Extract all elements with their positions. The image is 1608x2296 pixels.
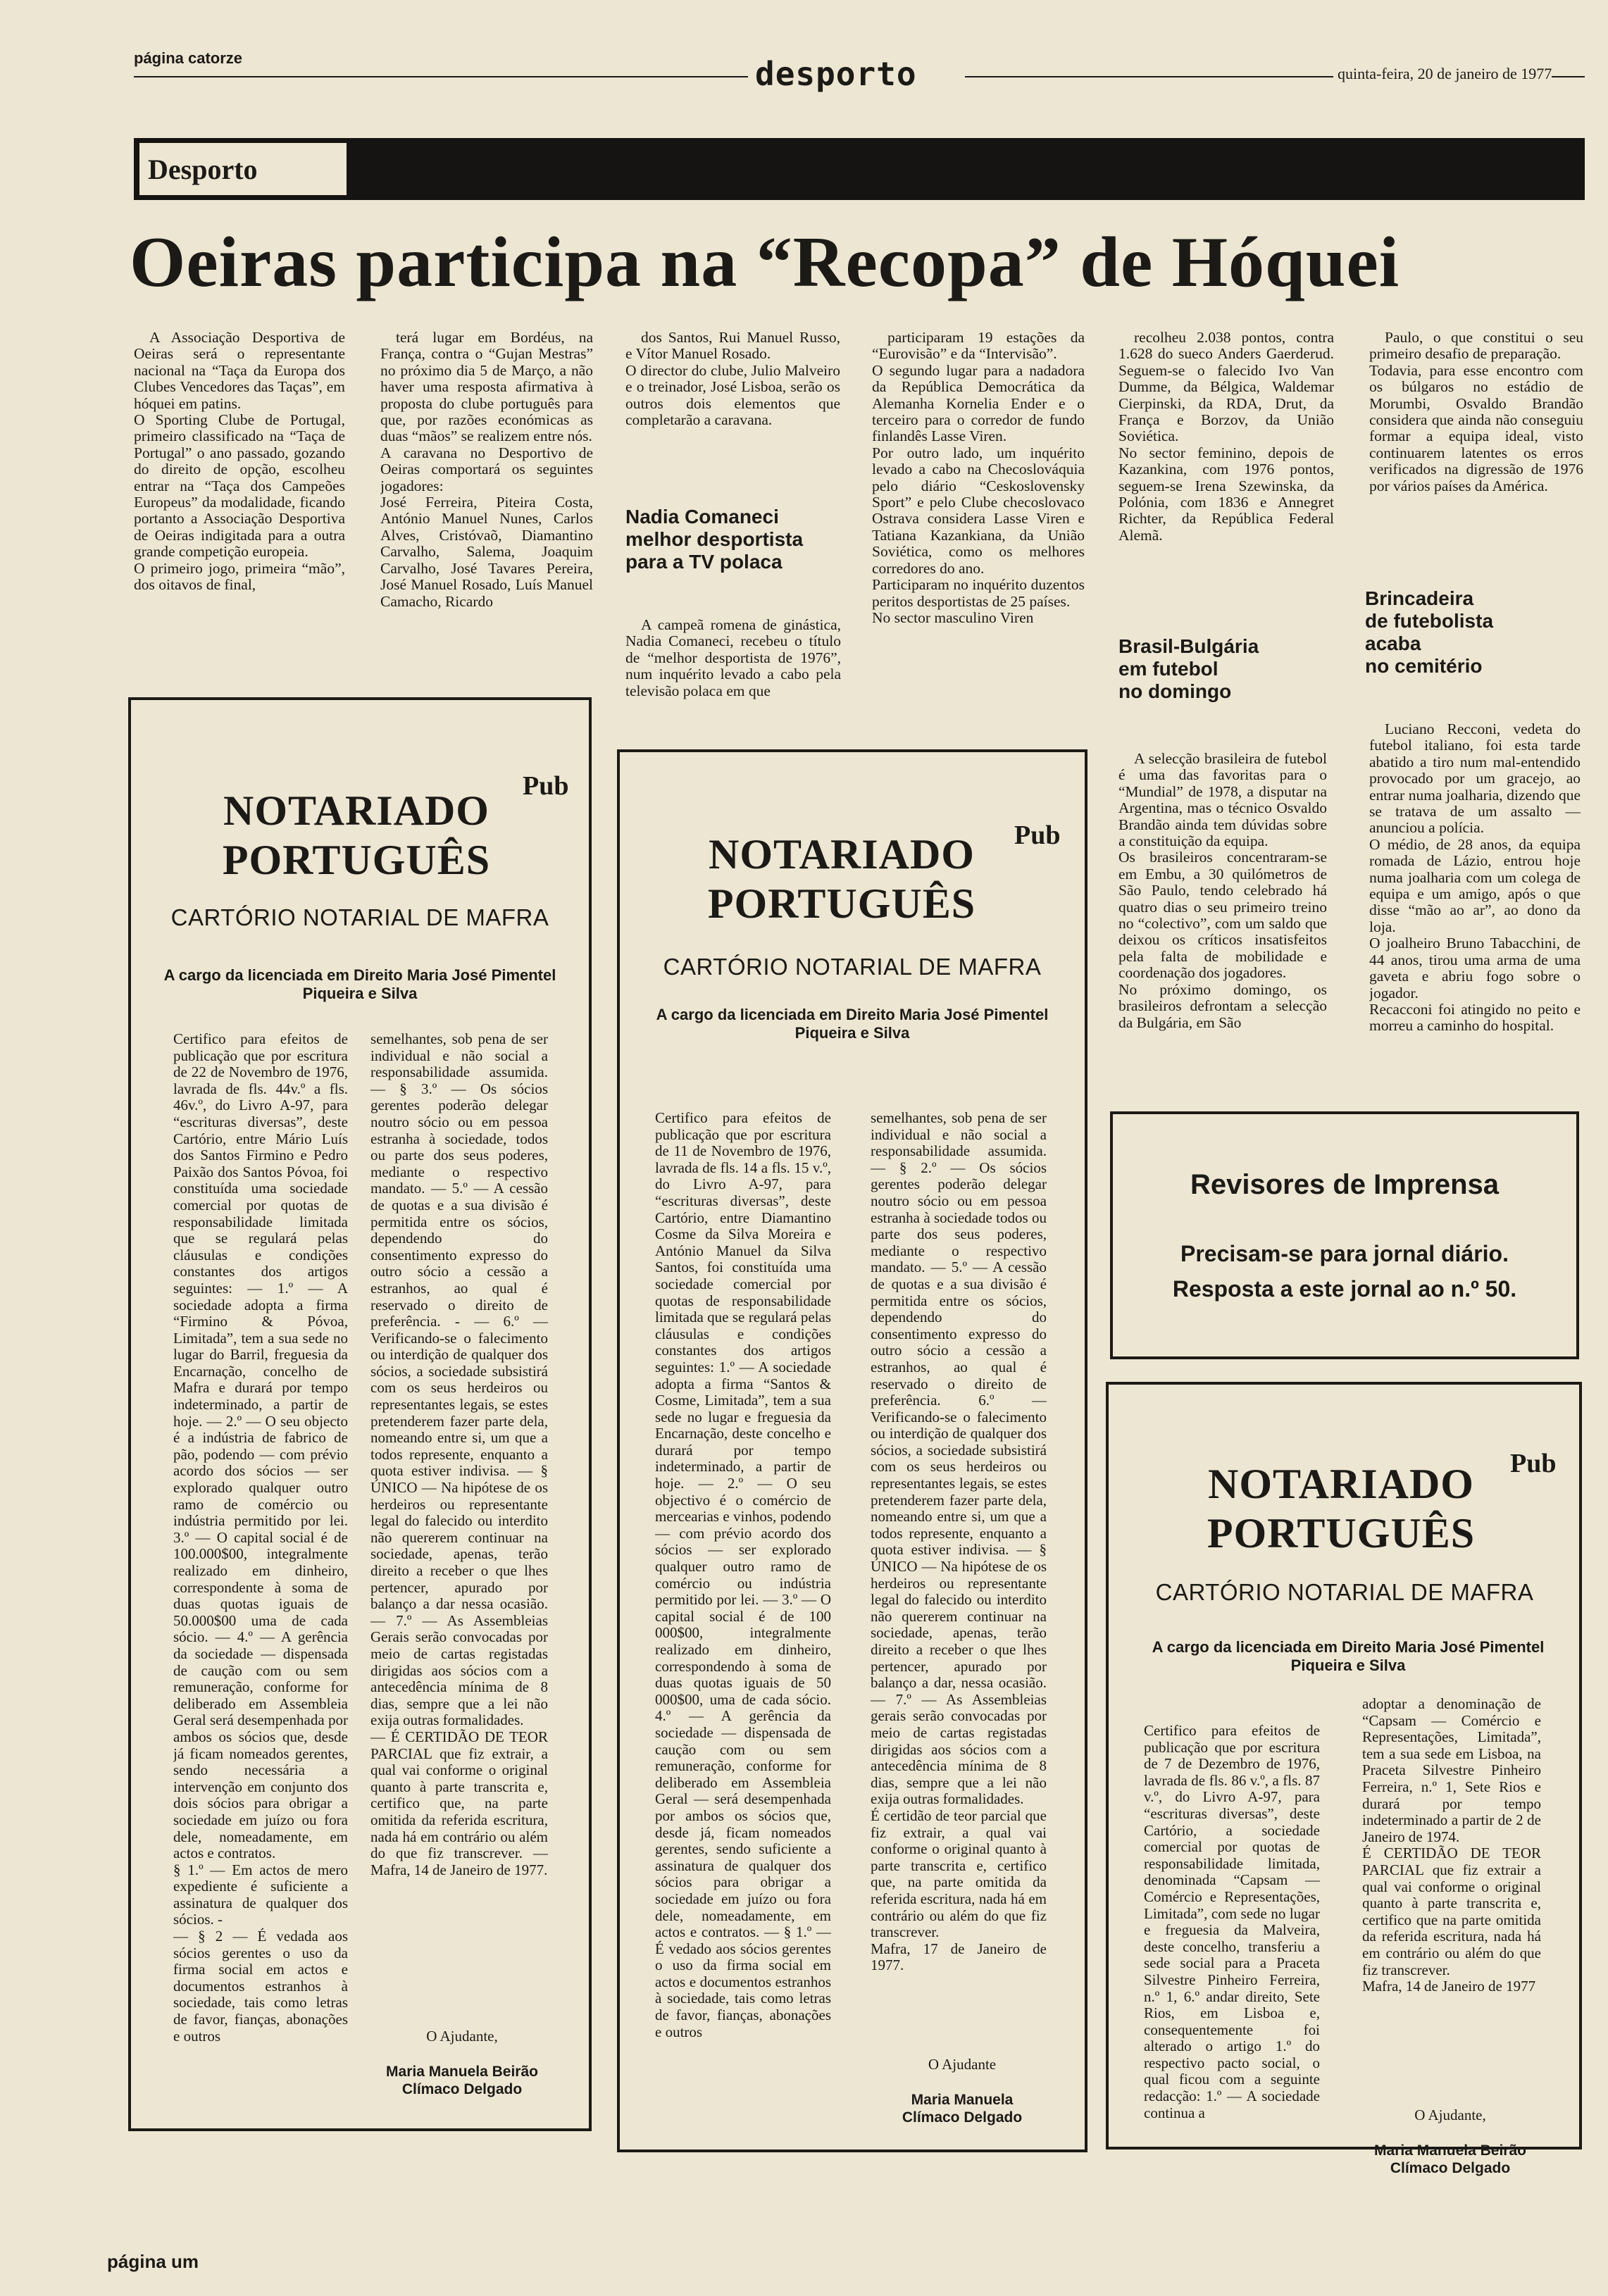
ad-3-col-2: adoptar a denominação de “Capsam — Comércio e Representações, Limitada”, tem a sua sede em Lisboa, na Praceta Silvestre Pinheiro Ferreira, n.º 1, Sete Rios e durará por tempo indeterminado a partir de 2 de Janeiro de 1974. É CERTIDÃO DE TEOR PARCIAL que fiz extrair a qual vai conforme o original quanto à parte transcrita e, certifico que na parte omitida da referida escritura, nada há em contrário ou além do que fiz transcrever. Mafra, 14 de Janeiro de 1977 bbox=[1362, 1696, 1541, 1995]
article-col-2: terá lugar em Bordéus, na França, contra o “Gujan Mestras” no próximo dia 5 de Março, a não haver uma resposta afirmativa à proposta do clube português para que, por razões económicas as duas “mãos” se realizem entre nós. A caravana no Desportivo de Oeiras comportará os seguintes jogadores: José Ferreira, Piteira Costa, António Manuel Nunes, Carlos Alves, Cristóvaõ, Diamantino Carvalho, Salema, Joaquim Carvalho, José Tavares Pereira, José Manuel Rosado, Luís Manuel Camacho, Ricardo bbox=[380, 330, 593, 610]
ad-3-cargo: A cargo da licenciada em Direito Maria José Pimentel Piqueira e Silva bbox=[1152, 1638, 1545, 1674]
ad-3-col-1: Certifico para efeitos de publicação que por escritura de 7 de Dezembro de 1976, lavrada de fls. 86 v.º, a fls. 87 v.º, do Livro A-97, para “escrituras diversas”, deste Cartório, a sociedade comercial por quotas de responsabilidade limitada, denominada “Capsam — Comércio e Representações, Limitada”, com sede no lugar e freguesia da Malveira, deste concelho, transferiu a sede social para a Praceta Silvestre Pinheiro Ferreira, n.º 1, 6.º andar direito, Sete Rios, em Lisboa e, consequentemente foi alterado o artigo 1.º do respectivo pacto social, o qual ficou com a seguinte redacção: 1.º — A sociedade continua a bbox=[1144, 1723, 1320, 2121]
ad-3-signer-name: Maria Manuela Beirão Clímaco Delgado bbox=[1374, 2142, 1526, 2176]
section-banner-label: Desporto bbox=[148, 154, 258, 185]
ad-2-signer-title: O Ajudante bbox=[928, 2056, 997, 2073]
brincadeira-text: Luciano Recconi, vedeta do futebol italiano, foi esta tarde abatido a tiro num mal-entendido provocado por um gracejo, ao entrar numa joalharia, dizendo que se tratava de um assalto — anunciou a polícia. O médio, de 28 anos, da equipa romada de Lázio, entrou hoje numa joalharia com um colega de equipa e um amigo, após o que disse “mão ao ar”, ao dono da loja. O joalheiro Bruno Tabacchini, de 44 anos, tirou uma arma de uma gaveta e abriu fogo sobre o jogador. Recacconi foi atingido no peito e morreu a caminho do hospital. bbox=[1369, 721, 1581, 1035]
ad-3-pub-label: Pub bbox=[1510, 1449, 1557, 1478]
article-col-4: participaram 19 estações da “Eurovisão” e da “Intervisão”. O segundo lugar para a nadadora da República Democrática da Alemanha Kornelia Ender e o terceiro para o corredor de fundo finlandês Lasse Viren. Por outro lado, um inquérito levado a cabo na Checoslováquia pelo diário “Ceskoslovensky Sport” e pelo Clube checoslovaco Ostrava considera Lasse Viren e Tatiana Kazankiana, da União Soviética, como os melhores corredores do ano. Participaram no inquérito duzentos peritos desportistas de 25 países. No sector masculino Viren bbox=[872, 330, 1085, 626]
revisores-title: Revisores de Imprensa bbox=[1190, 1169, 1499, 1200]
ad-3-subtitle: CARTÓRIO NOTARIAL DE MAFRA bbox=[1155, 1579, 1534, 1605]
page-date: quinta-feira, 20 de janeiro de 1977 bbox=[1333, 65, 1552, 83]
ad-3-title: NOTARIADO PORTUGUÊS bbox=[1207, 1461, 1476, 1556]
ad-1-signature bbox=[363, 2010, 561, 2116]
comaneci-headline: Nadia Comaneci melhor desportista para a TV polaca bbox=[625, 506, 804, 573]
comaneci-text: A campeã romena de ginástica, Nadia Comaneci, recebeu o título de “melhor desportista de 1976”, num inquérito levado a cabo pela televisão polaca em que bbox=[625, 617, 841, 699]
ad-2-col-1: Certifico para efeitos de publicação que por escritura de 11 de Novembro de 1976, lavrada de fls. 14 a fls. 15 v.º, do Livro A-97, para “escrituras diversas”, deste Cartório, entre Diamantino Cosme da Silva Moreira e António Manuel da Silva Santos, foi constituída uma sociedade comercial por quotas de responsabilidade limitada que se regulará pelas cláusulas e condições constantes dos artigos seguintes: 1.º — A sociedade adopta a firma “Santos & Cosme, Limitada”, tem a sua sede no lugar e freguesia da Encarnação, deste concelho e durará por tempo indeterminado, a partir de hoje. — 2.º — O seu objectivo é o comércio de mercearias e vinhos, podendo — com prévio acordo dos sócios — ser explorado qualquer outro ramo de comércio ou indústria permitido por lei. — 3.º — O capital social é de 100 000$00, integralmente realizado em dinheiro, correspondendo à soma de duas quotas iguais de 50 000$00, uma de cada sócio. 4.º — A gerência da sociedade — dispensada de caução com ou sem remuneração, conforme for deliberado em Assembleia Geral — será desempenhada por ambos os sócios que, desde já, ficam nomeados gerentes, sendo suficiente a assinatura de qualquer dos sócios para obrigar a sociedade em juízo ou fora dele, nomeadamente, em actos e contratos. — § 1.º — É vedado aos sócios gerentes o uso da firma social em actos e documentos estranhos à sociedade, tais como letras de favor, fianças, abonações e outros bbox=[655, 1110, 831, 2040]
notary-ad-3 bbox=[1106, 1382, 1582, 2176]
revisores-line-1: Precisam-se para jornal diário. bbox=[1180, 1241, 1509, 1266]
ad-2-signature bbox=[871, 2038, 1054, 2144]
notary-ad-1 bbox=[128, 697, 592, 2131]
section-title: desporto bbox=[748, 55, 924, 93]
ad-2-subtitle: CARTÓRIO NOTARIAL DE MAFRA bbox=[663, 954, 1042, 980]
ad-2-col-2: semelhantes, sob pena de ser individual e não social a responsabilidade assumida. — § 2.º — Os sócios gerentes poderão delegar noutro sócio ou em pessoa estranha à sociedade todos ou parte dos seus poderes, mediante o respectivo mandato. — 5.º — A cessão de quotas e a sua divisão é permitida entre os sócios, dependendo do consentimento expresso do outro sócio a cessão a estranhos, ao qual é reservado o direito de preferência. 6.º — Verificando-se o falecimento ou interdição de qualquer dos sócios, a sociedade subsistirá com os seus herdeiros ou representantes legais, se estes pretenderem fazer parte dela, nomeando entre si, um que a todos represente, enquanto a quota estiver indivisa. — § ÚNICO — Na hipótese de os herdeiros ou representante legal do falecido ou interdito não quererem continuar na sociedade, apenas, terão direito a receber o que lhes pertencer, apurado por balanço a dar, nessa ocasião. — 7.º — As Assembleias gerais serão convocadas por meio de cartas registadas dirigidas aos sócios com a antecedência mínima de 8 dias, sempre que a lei não exija outras formalidades. É certidão de teor parcial que fiz extrair, a qual vai conforme o original quanto à parte transcrita e, certifico que, na parte omitida da referida escritura, nada há em contrário ou além do que fiz transcrever. Mafra, 17 de Janeiro de 1977. bbox=[871, 1110, 1047, 1974]
page-label: página catorze bbox=[134, 49, 243, 67]
brasil-headline: Brasil-Bulgária em futebol no domingo bbox=[1118, 635, 1259, 702]
ad-1-cargo: A cargo da licenciada em Direito Maria José Pimentel Piqueira e Silva bbox=[163, 966, 556, 1002]
ad-2-cargo: A cargo da licenciada em Direito Maria José Pimentel Piqueira e Silva bbox=[656, 1006, 1049, 1042]
article-col-1: A Associação Desportiva de Oeiras será o representante nacional na “Taça da Europa dos Clubes Vencedores das Taças”, em hóquei em patins. O Sporting Clube de Portugal, primeiro classificado na “Taça de Portugal” o ano passado, gozando do direito de opção, escolheu entrar na “Taça dos Campeões Europeus” da modalidade, ficando portanto a Associação Desportiva de Oeiras indigitada para a outra grande competição europeia. O primeiro jogo, primeira “mão”, dos oitavos de final, bbox=[134, 330, 345, 594]
article-col-5: recolheu 2.038 pontos, contra 1.628 do sueco Anders Gaerderud. Seguem-se o falecido Ivo Van Dumme, da Bélgica, Waldemar Cierpinski, da RDA, Drut, da França e Borzov, da União Soviética. No sector feminino, depois de Kazankina, com 1976 pontos, seguem-se Irena Szewinska, da Polónia, com 1836 e Annegret Richter, da República Federal Alemã. bbox=[1118, 330, 1334, 544]
section-banner bbox=[134, 138, 1585, 200]
ad-3-signer-title: O Ajudante, bbox=[1414, 2107, 1486, 2123]
ad-2-signer-name: Maria Manuela Clímaco Delgado bbox=[902, 2092, 1023, 2126]
article-col-3: dos Santos, Rui Manuel Russo, e Vítor Manuel Rosado. O director do clube, Julio Malveiro e o treinador, José Lisboa, serão os outros dois elementos que completarão a caravana. bbox=[625, 330, 840, 429]
brincadeira-headline: Brincadeira de futebolista acaba no cemitério bbox=[1365, 587, 1494, 677]
ad-1-subtitle: CARTÓRIO NOTARIAL DE MAFRA bbox=[170, 904, 549, 930]
footer-label: página um bbox=[107, 2251, 199, 2272]
notary-ad-2 bbox=[617, 749, 1087, 2152]
headline: Oeiras participa na “Recopa” de Hóquei bbox=[130, 223, 1400, 302]
ad-3-signature bbox=[1355, 2089, 1545, 2195]
ad-1-signer-name: Maria Manuela Beirão Clímaco Delgado bbox=[386, 2064, 538, 2097]
ad-1-pub-label: Pub bbox=[523, 771, 569, 801]
ad-1-signer-title: O Ajudante, bbox=[426, 2028, 498, 2045]
ad-1-title: NOTARIADO PORTUGUÊS bbox=[222, 787, 491, 883]
section-banner-label-box bbox=[137, 141, 349, 197]
ad-2-pub-label: Pub bbox=[1014, 821, 1061, 850]
revisores-line-2: Resposta a este jornal ao n.º 50. bbox=[1172, 1276, 1517, 1302]
ad-2-title: NOTARIADO PORTUGUÊS bbox=[707, 831, 976, 927]
ad-1-col-2: semelhantes, sob pena de ser individual e não social a responsabilidade assumida. — § 3.º — Os sócios gerentes poderão delegar noutro sócio ou em pessoa estranha à sociedade, todos ou parte dos seus poderes, mediante o respectivo mandato. — 5.º — A cessão de quotas e a sua divisão é permitida entre os sócios, dependendo do consentimento expresso do outro sócio a cessão a estranhos, ao qual é reservado o direito de preferência. - — 6.º — Verificando-se o falecimento ou interdição de qualquer dos sócios, a sociedade subsistirá com os seus herdeiros ou representantes legais, se estes pretenderem fazer parte dela, nomeando entre si, um que a todos represente, enquanto a quota estiver indivisa. — § ÚNICO — Na hipótese de os herdeiros ou representante legal do falecido ou interdito não quererem continuar na sociedade, apenas, terão direito a receber o que lhes pertencer, apurado por balanço a dar nessa ocasião. — 7.º — As Assembleias Gerais serão convocadas por meio de cartas registadas dirigidas aos sócios com a antecedência mínima de 8 dias, sempre que a lei não exija outras formalidades. — É CERTIDÃO DE TEOR PARCIAL que fiz extrair, a qual vai conforme o original quanto à parte transcrita e, certifico que, na parte omitida da referida escritura, nada há em contrário ou além do que fiz transcrever. — Mafra, 14 de Janeiro de 1977. bbox=[370, 1031, 548, 1878]
revisores-box bbox=[1110, 1111, 1579, 1359]
article-col-6: Paulo, o que constitui o seu primeiro desafio de preparação. Todavia, para esse encontro com os búlgaros no estádio de Morumbi, Osvaldo Brandão considera que ainda não conseguiu formar a equipa ideal, visto continuarem latentes os erros verificados na digressão de 1976 por vários países da América. bbox=[1369, 330, 1583, 494]
brasil-text: A selecção brasileira de futebol é uma das favoritas para o “Mundial” de 1978, a disputar na Argentina, mas o técnico Osvaldo Brandão ainda tem dúvidas sobre a constituição da equipa. Os brasileiros concentraram-se em Embu, a 30 quilómetros de São Paulo, tendo celebrado há quatro dias o seu primeiro treino no “colectivo”, com um saldo que deixou os críticos insatisfeitos pela falta de mobilidade e coordenação dos jogadores. No próximo domingo, os brasileiros defrontam a selecção da Bulgária, em São bbox=[1118, 751, 1327, 1031]
ad-1-col-1: Certifico para efeitos de publicação que por escritura de 22 de Novembro de 1976, lavrada de fls. 44v.º a fls. 46v.º, do Livro A-97, para “escrituras diversas”, deste Cartório, entre Mário Luís dos Santos Firmino e Pedro Paixão dos Santos Póvoa, foi constituída uma sociedade comercial por quotas de responsabilidade limitada que se regulará pelas cláusulas e condições constantes dos artigos seguintes: — 1.º — A sociedade adopta a firma “Firmino & Póvoa, Limitada”, tem a sua sede no lugar do Barril, freguesia da Encarnação, concelho de Mafra e durará por tempo indeterminado, a partir de hoje. — 2.º — O seu objecto é a indústria de fabrico de pão, podendo — com prévio acordo dos sócios — ser explorado qualquer outro ramo de comércio ou indústria permitido por lei. 3.º — O capital social é de 100.000$00, integralmente realizado em dinheiro, correspondente à soma de duas quotas iguais de 50.000$00 uma de cada sócio. — 4.º — A gerência da sociedade — dispensada de caução com ou sem remuneração, conforme for deliberado em Assembleia Geral será desempenhada por ambos os sócios que, desde já ficam nomeados gerentes, sendo necessária a intervenção em conjunto dos dois sócios para obrigar a sociedade em juízo ou fora dele, nomeadamente, em actos e contratos. § 1.º — Em actos de mero expediente é suficiente a assinatura de qualquer dos sócios. - — § 2 — É vedada aos sócios gerentes o uso da firma social em actos e documentos estranhos à sociedade, tais como letras de favor, fianças, abonações e outros bbox=[173, 1031, 348, 2045]
